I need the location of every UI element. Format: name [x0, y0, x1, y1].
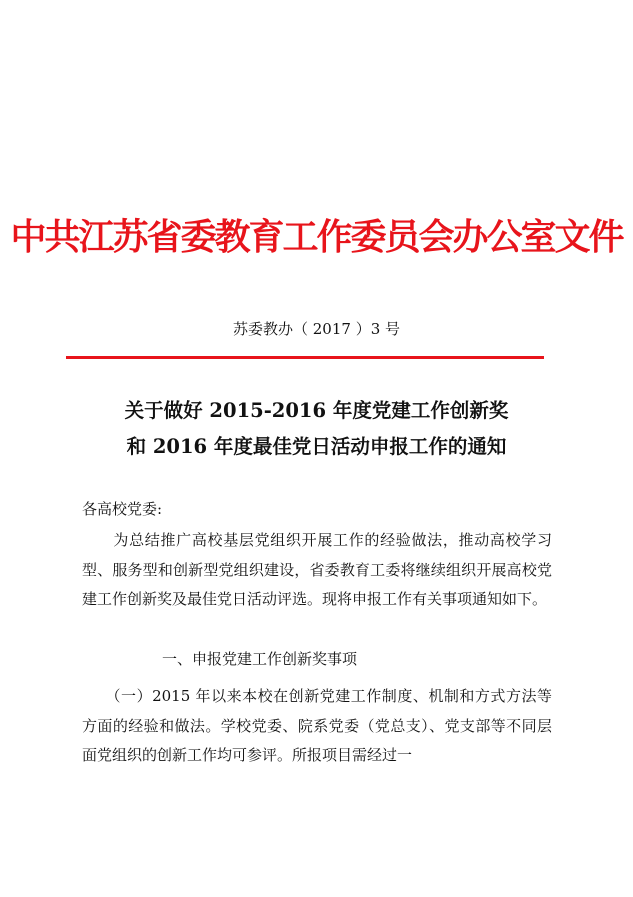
item-one-paragraph: （一）2015 年以来本校在创新党建工作制度、机制和方式方法等方面的经验和做法。学校党委、院系党委（党总支）、党支部等不同层面党组织的创新工作均可参评。所报项目需经过一	[82, 687, 552, 764]
notice-title-line-1: 关于做好 2015-2016 年度党建工作创新奖	[124, 399, 509, 422]
section-heading: 一、申报党建工作创新奖事项	[162, 650, 358, 668]
document-number: 苏委教办（ 2017 ）3 号	[232, 320, 401, 338]
masthead-title: 中共江苏省委教育工作委员会办公室文件	[10, 217, 623, 258]
salutation: 各高校党委:	[82, 500, 163, 518]
intro-paragraph: 为总结推广高校基层党组织开展工作的经验做法，推动高校学习型、服务型和创新型党组织建设，省委教育工委将继续组织开展高校党建工作创新奖及最佳党日活动评选。现将申报工作有关事项通知如下。	[82, 531, 552, 608]
red-divider-line	[66, 356, 544, 359]
notice-title-line-2: 和 2016 年度最佳党日活动申报工作的通知	[126, 435, 507, 458]
